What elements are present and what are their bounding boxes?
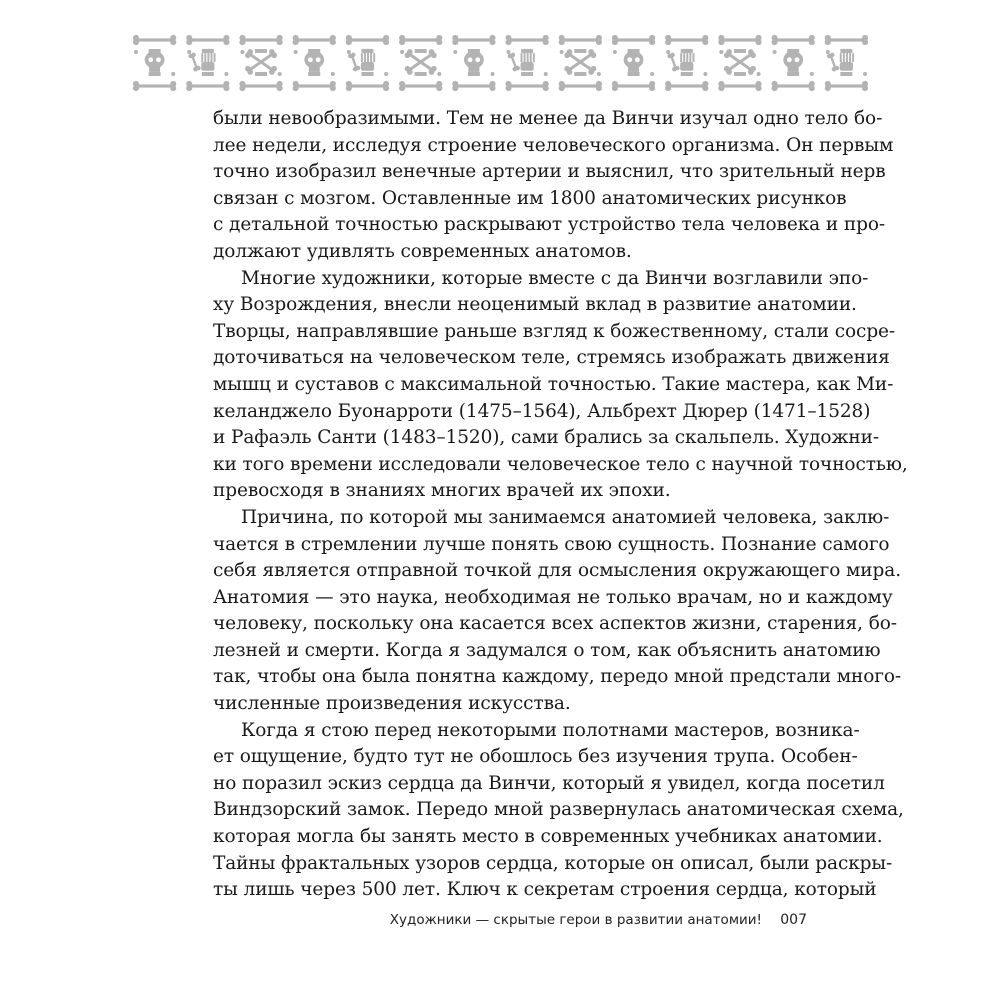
rib-icon xyxy=(255,72,267,76)
bone-icon xyxy=(772,35,815,45)
rib-icon xyxy=(468,72,480,76)
vertebra-icon xyxy=(171,72,175,76)
vertebra-icon xyxy=(506,50,510,54)
text-line: лее недели, исследуя строение человеческого организма. Он первым xyxy=(213,134,894,156)
vertebra-icon xyxy=(773,50,777,54)
header-ornament-band xyxy=(128,32,873,94)
vertebra-icon xyxy=(331,72,335,76)
paragraph xyxy=(213,266,908,505)
bone-icon xyxy=(505,35,548,45)
vertebra-icon xyxy=(400,50,404,54)
bone-icon xyxy=(507,52,521,72)
text-line: Когда я стою перед некоторыми полотнами мастеров, возника- xyxy=(241,719,860,741)
rib-icon xyxy=(574,49,586,53)
vertebra-icon xyxy=(613,50,617,54)
paragraph xyxy=(213,505,902,718)
vertebra-icon xyxy=(384,72,388,76)
vertebra-icon xyxy=(134,50,138,54)
vertebra-icon xyxy=(491,72,495,76)
vertebra-icon xyxy=(453,50,457,54)
text-line: себя является отправной точкой для осмысления окружающего мира. xyxy=(213,560,901,582)
rib-icon xyxy=(521,49,533,53)
bone-icon xyxy=(667,52,681,72)
bone-icon xyxy=(347,52,361,72)
rib-icon xyxy=(468,49,480,53)
skull-icon xyxy=(464,51,484,72)
text-line: Виндзорский замок. Передо мной развернулась анатомическая схема, xyxy=(213,799,904,821)
text-line: человеку, поскольку она касается всех аспектов жизни, старения, бо- xyxy=(213,613,897,635)
text-line: лезней и смерти. Когда я задумался о том, как объяснить анатомию xyxy=(213,639,881,661)
text-line: мышц и суставов с максимальной точностью. Такие мастера, как Ми- xyxy=(213,373,894,395)
page-number: 007 xyxy=(780,912,807,928)
rib-icon xyxy=(308,72,320,76)
bone-icon xyxy=(772,81,815,91)
text-line: Тайны фрактальных узоров сердца, которые он описал, были раскры- xyxy=(213,852,893,874)
rib-icon xyxy=(734,49,746,53)
vertebra-icon xyxy=(863,72,867,76)
page-footer xyxy=(390,912,807,928)
text-line: которая могла бы занять место в современных учебниках анатомии. xyxy=(213,826,883,848)
body-text xyxy=(213,106,908,904)
rib-icon xyxy=(840,49,852,53)
rib-icon xyxy=(734,72,746,76)
bone-icon xyxy=(186,81,229,91)
rib-icon xyxy=(361,49,373,53)
vertebra-icon xyxy=(810,72,814,76)
paragraph xyxy=(213,718,904,904)
rib-icon xyxy=(574,72,586,76)
bone-icon xyxy=(612,81,655,91)
vertebra-icon xyxy=(826,50,830,54)
bone-icon xyxy=(186,35,229,45)
text-line: точно изобразил венечные артерии и выяснил, что зрительный нерв xyxy=(213,161,886,183)
skull-icon xyxy=(304,51,324,72)
rib-icon xyxy=(681,72,693,76)
rib-icon xyxy=(361,72,373,76)
bone-icon xyxy=(399,81,442,91)
bone-icon xyxy=(133,35,176,45)
skull-icon xyxy=(624,51,644,72)
vertebra-icon xyxy=(666,50,670,54)
vertebra-icon xyxy=(437,72,441,76)
vertebra-icon xyxy=(757,72,761,76)
text-line: Многие художники, которые вместе с да Винчи возглавили эпо- xyxy=(241,267,869,289)
bone-icon xyxy=(665,35,708,45)
vertebra-icon xyxy=(278,72,282,76)
vertebra-icon xyxy=(719,50,723,54)
text-line: должают удивлять современных анатомов. xyxy=(213,240,632,262)
bone-icon xyxy=(665,81,708,91)
text-line: Творцы, направлявшие раньше взгляд к божественному, стали сосре- xyxy=(213,320,896,342)
vertebra-icon xyxy=(347,50,351,54)
rib-icon xyxy=(681,49,693,53)
rib-icon xyxy=(255,49,267,53)
rib-icon xyxy=(840,72,852,76)
bone-icon xyxy=(612,35,655,45)
text-line: численные произведения искусства. xyxy=(213,693,571,715)
text-line: доточиваться на человеческом теле, стремясь изображать движения xyxy=(213,347,890,369)
text-line: ет ощущение, будто тут не обошлось без изучения трупа. Особен- xyxy=(213,746,858,768)
vertebra-icon xyxy=(294,50,298,54)
text-line: ху Возрождения, внесли неоценимый вклад в развитие анатомии. xyxy=(213,294,857,316)
rib-icon xyxy=(415,49,427,53)
text-line: так, чтобы она была понятна каждому, передо мной предстали много- xyxy=(213,666,902,688)
text-line: связан с мозгом. Оставленные им 1800 анатомических рисунков xyxy=(213,187,847,209)
bone-icon xyxy=(293,81,336,91)
vertebra-icon xyxy=(240,50,244,54)
rib-icon xyxy=(202,72,214,76)
text-line: Причина, по которой мы занимаемся анатомией человека, заклю- xyxy=(241,506,890,528)
rib-icon xyxy=(787,49,799,53)
bone-icon xyxy=(825,35,868,45)
bone-icon xyxy=(239,81,282,91)
rib-icon xyxy=(149,49,161,53)
vertebra-icon xyxy=(560,50,564,54)
rib-icon xyxy=(787,72,799,76)
bone-icon xyxy=(239,35,282,45)
rib-icon xyxy=(149,72,161,76)
bone-pattern-icon xyxy=(128,32,873,94)
running-title: Художники — скрытые герои в развитии анатомии! xyxy=(389,912,762,928)
bone-icon xyxy=(559,81,602,91)
text-line: были невообразимыми. Тем не менее да Винчи изучал одно тело бо- xyxy=(213,108,883,129)
text-line: келанджело Буонарроти (1475–1564), Альбрехт Дюрер (1471–1528) xyxy=(213,400,871,422)
text-line: чается в стремлении лучше понять свою сущность. Познание самого xyxy=(213,533,890,555)
bone-icon xyxy=(188,52,202,72)
bone-icon xyxy=(399,35,442,45)
bone-icon xyxy=(346,81,389,91)
rib-icon xyxy=(202,49,214,53)
rib-icon xyxy=(415,72,427,76)
text-line: Анатомия — это наука, необходимая не только врачам, но и каждому xyxy=(213,586,893,608)
bone-icon xyxy=(825,81,868,91)
rib-icon xyxy=(308,49,320,53)
rib-icon xyxy=(521,72,533,76)
vertebra-icon xyxy=(544,72,548,76)
bone-icon xyxy=(452,35,495,45)
text-line: с детальной точностью раскрывают устройство тела человека и про- xyxy=(213,214,886,236)
bone-icon xyxy=(826,52,840,72)
rib-icon xyxy=(628,72,640,76)
vertebra-icon xyxy=(703,72,707,76)
vertebra-icon xyxy=(224,72,228,76)
text-line: превосходя в знаниях многих врачей их эпохи. xyxy=(213,480,671,502)
text-line: ты лишь через 500 лет. Ключ к секретам строения сердца, который xyxy=(213,879,877,901)
bone-icon xyxy=(293,35,336,45)
vertebra-icon xyxy=(597,72,601,76)
bone-icon xyxy=(718,81,761,91)
bone-icon xyxy=(133,81,176,91)
rib-icon xyxy=(628,49,640,53)
skull-icon xyxy=(145,51,165,72)
bone-icon xyxy=(505,81,548,91)
bone-icon xyxy=(346,35,389,45)
paragraph xyxy=(213,106,894,266)
bone-icon xyxy=(559,35,602,45)
vertebra-icon xyxy=(187,50,191,54)
skull-icon xyxy=(783,51,803,72)
text-line: но поразил эскиз сердца да Винчи, который я увидел, когда посетил xyxy=(213,772,885,794)
vertebra-icon xyxy=(650,72,654,76)
bone-icon xyxy=(718,35,761,45)
bone-icon xyxy=(452,81,495,91)
text-line: ки того времени исследовали человеческое тело с научной точностью, xyxy=(213,453,908,475)
text-line: и Рафаэль Санти (1483–1520), сами брались за скальпель. Художни- xyxy=(213,427,879,449)
